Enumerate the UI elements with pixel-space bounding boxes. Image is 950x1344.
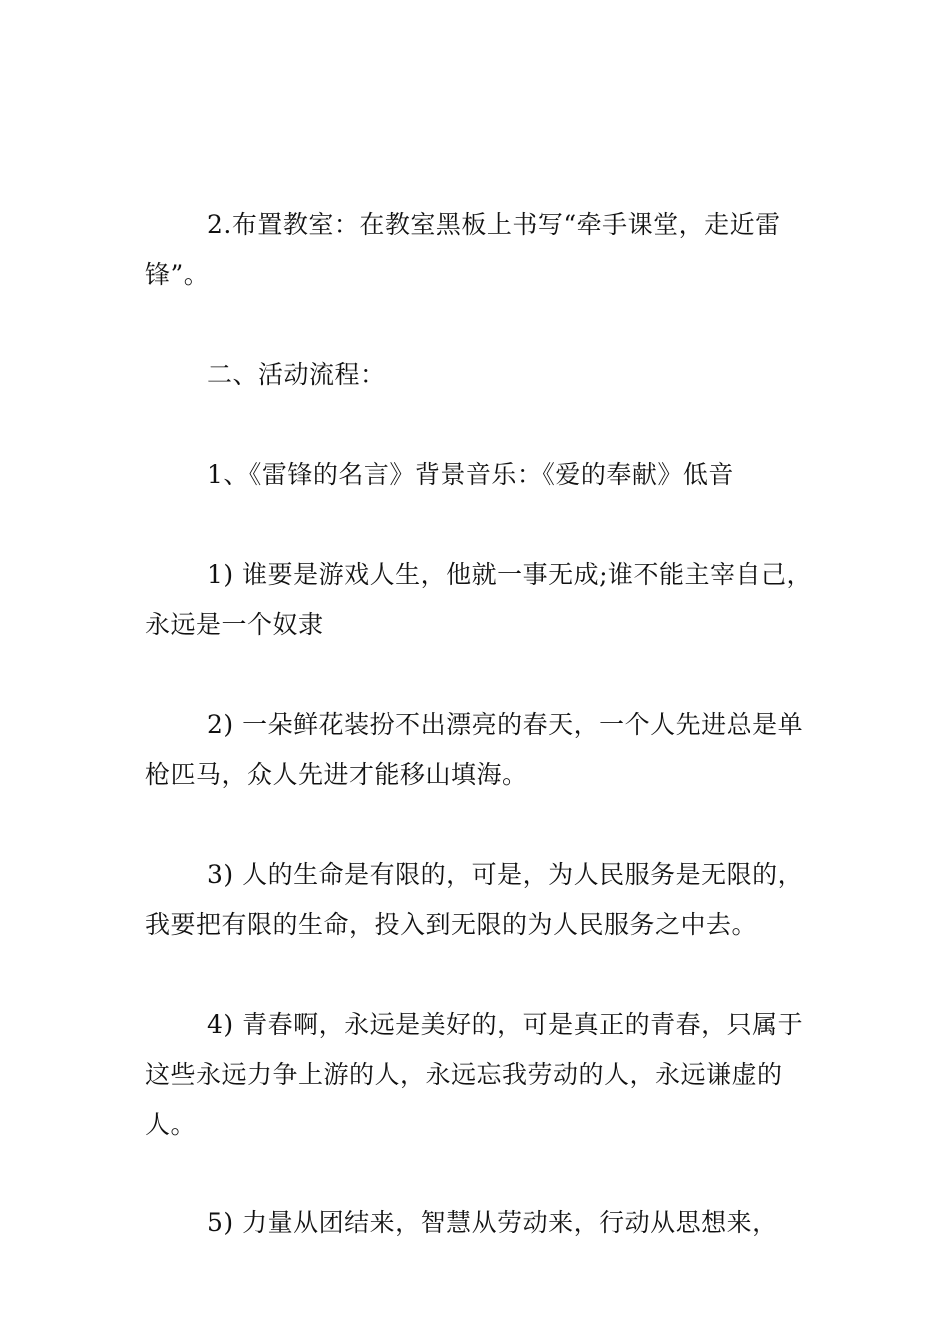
paragraph-leifeng-quotes-intro: 1、《雷锋的名言》背景音乐：《爱的奉献》低音	[207, 460, 734, 489]
paragraph-classroom-setup: 2.布置教室：在教室黑板上书写“牵手课堂，走近雷锋”。	[145, 210, 781, 289]
quote-item-5: 5) 力量从团结来，智慧从劳动来，行动从思想来，	[207, 1208, 778, 1237]
quote-item-3: 3) 人的生命是有限的，可是，为人民服务是无限的，我要把有限的生命，投入到无限的为人民服务之中去。	[145, 860, 804, 939]
quote-item-1: 1) 谁要是游戏人生，他就一事无成;谁不能主宰自己，永远是一个奴隶	[145, 560, 813, 639]
quote-item-2: 2) 一朵鲜花装扮不出漂亮的春天，一个人先进总是单枪匹马，众人先进才能移山填海。	[145, 710, 804, 789]
section-heading-activity-flow: 二、活动流程：	[207, 360, 386, 389]
quote-item-4: 4) 青春啊，永远是美好的，可是真正的青春，只属于这些永远力争上游的人，永远忘我劳动的人，永远谦虚的人。	[145, 1010, 804, 1139]
